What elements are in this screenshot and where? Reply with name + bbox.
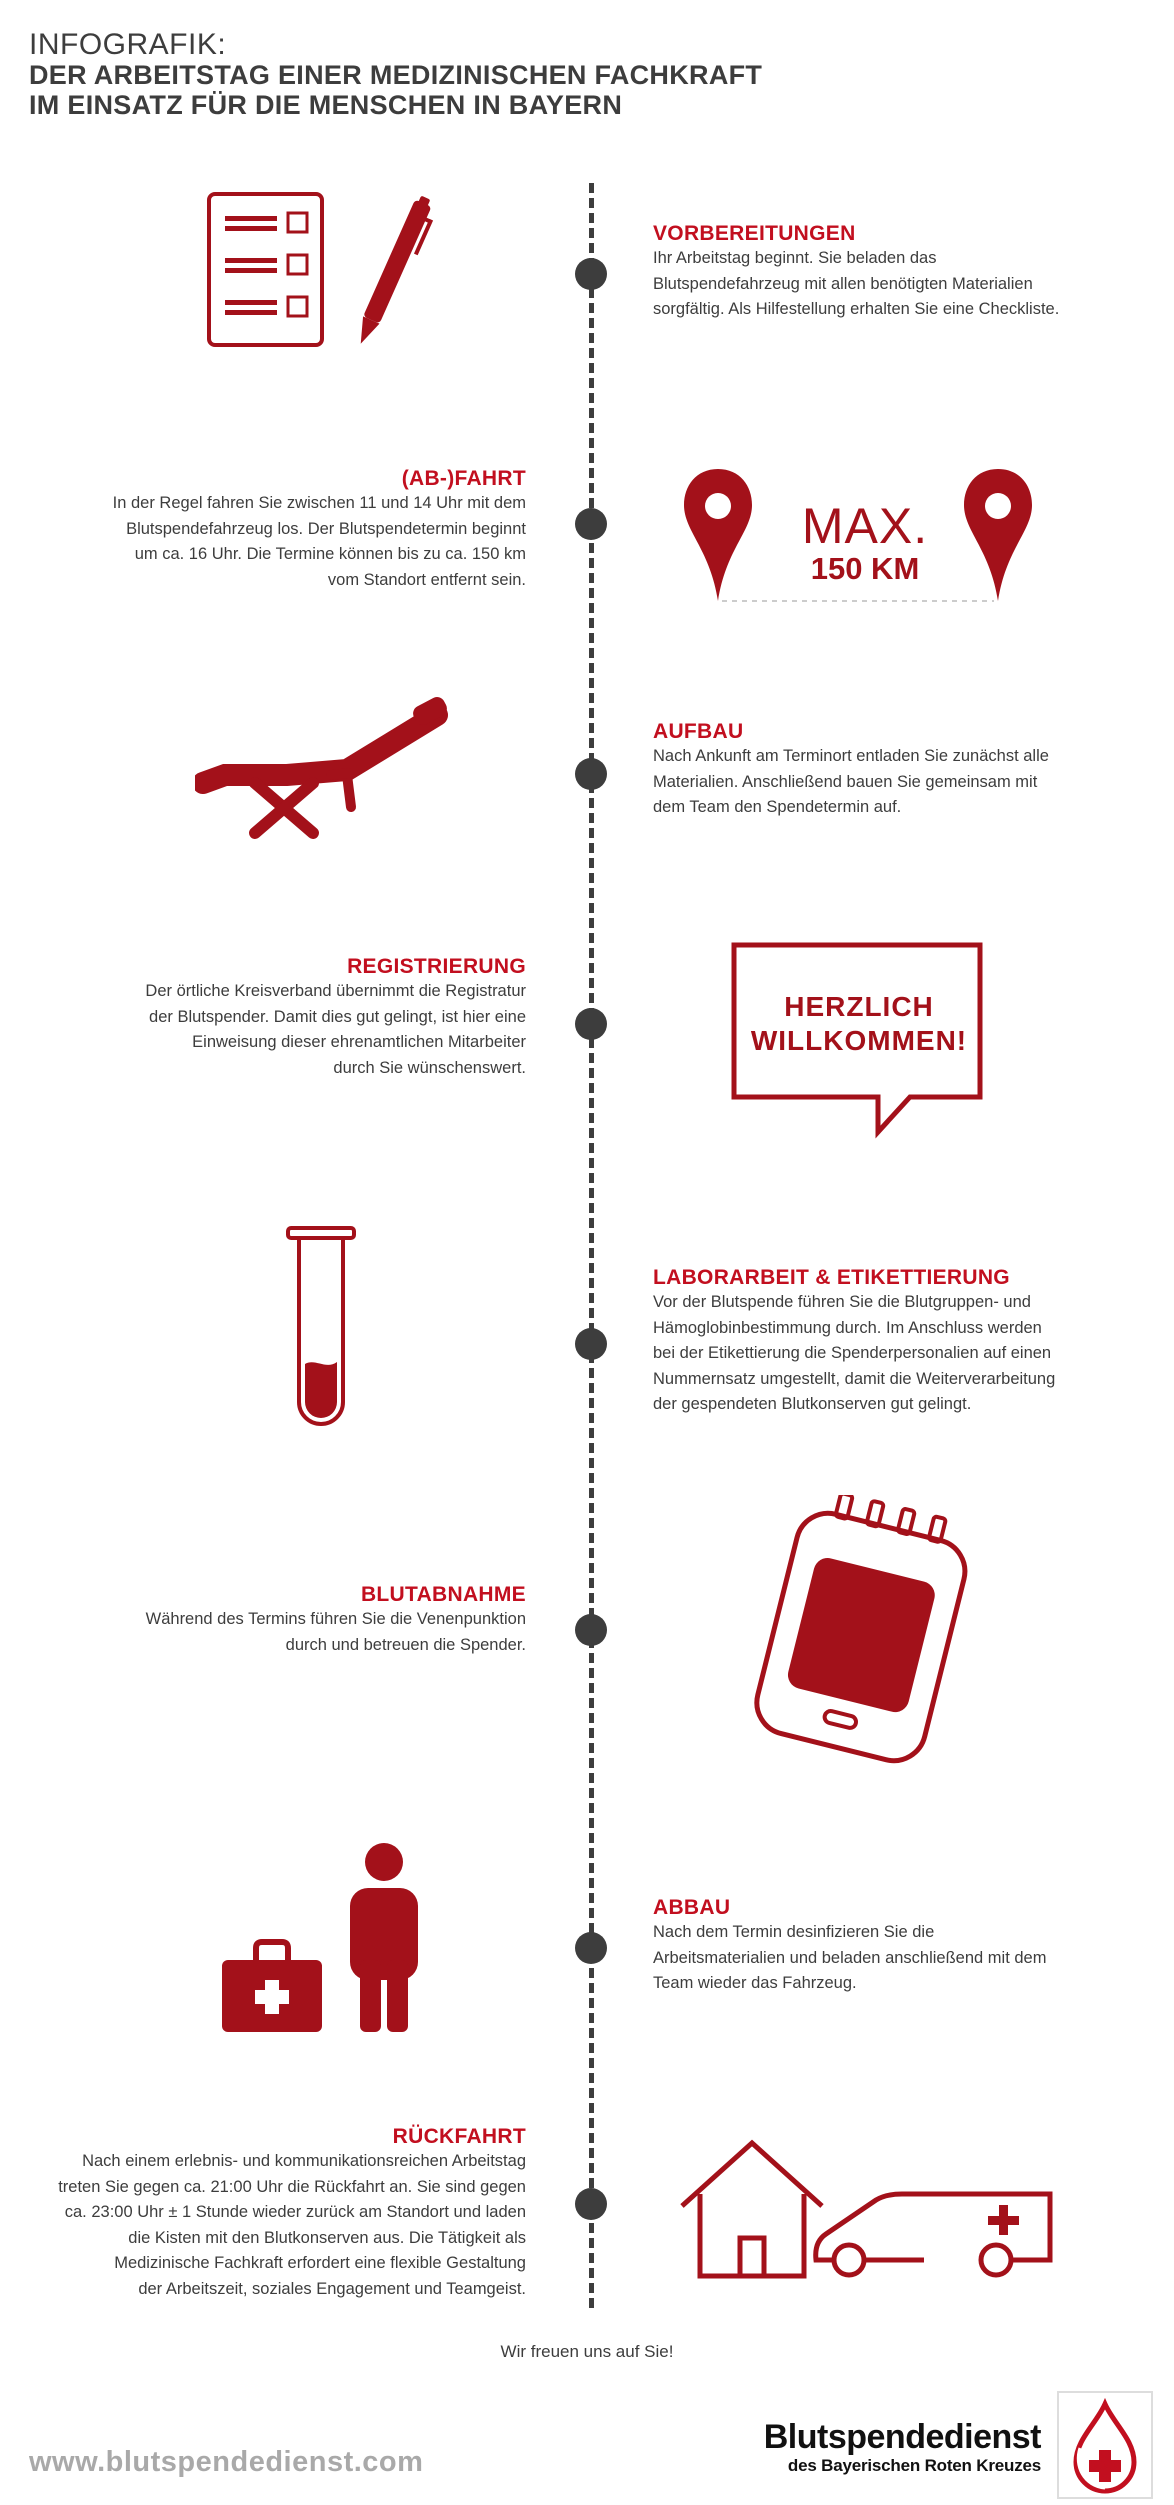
timeline-dot [575, 1932, 607, 1964]
timeline-dot [575, 258, 607, 290]
welcome-text [734, 990, 984, 1058]
kicker: INFOGRAFIK: [29, 28, 227, 61]
section-text: Während des Termins führen Sie die Venenpunktion durch und betreuen die Spender. [145, 1610, 526, 1654]
timeline-dot [575, 1328, 607, 1360]
section-title: ABBAU [653, 1896, 731, 1919]
brand-subtitle: des Bayerischen Roten Kreuzes [787, 2456, 1041, 2475]
blood-bag-icon [745, 1495, 985, 1780]
page-title-line2: IM EINSATZ FÜR DIE MENSCHEN IN BAYERN [29, 90, 623, 120]
section-title: REGISTRIERUNG [347, 955, 526, 978]
timeline-line [589, 183, 594, 2308]
donation-chair-icon [195, 695, 455, 845]
house-and-van-icon [678, 2138, 1058, 2283]
closing-message: Wir freuen uns auf Sie! [500, 2342, 674, 2361]
distance-value: 150 KM [810, 551, 920, 586]
section-text: Vor der Blutspende führen Sie die Blutgruppen- und Hämoglobinbestimmung durch. Im Anschluss werden bei der Etikettierung die Spenderpersonalien auf einen Nummernsatz umgestellt, damit die Weiterverarbeitung der gespendeten Blutkonserven gut gelingt. [653, 1293, 1056, 1413]
section-text: Nach Ankunft am Terminort entladen Sie zunächst alle Materialien. Anschließend bauen Sie gemeinsam mit dem Team den Spendetermin auf. [653, 747, 1049, 816]
timeline-dot [575, 758, 607, 790]
section-title: LABORARBEIT & ETIKETTIERUNG [653, 1266, 1010, 1289]
section-blutabnahme [26, 1583, 526, 1658]
brand-name: Blutspendedienst [763, 2418, 1041, 2456]
section-abfahrt [26, 467, 526, 593]
checklist-and-pen-icon [205, 188, 445, 368]
timeline-dot [575, 1008, 607, 1040]
section-text: In der Regel fahren Sie zwischen 11 und 14 Uhr mit dem Blutspendefahrzeug los. Der Blutspendetermin beginnt um ca. 16 Uhr. Die Termine können bis zu ca. 150 km vom Standort entfernt sein. [112, 494, 526, 589]
section-text: Nach dem Termin desinfizieren Sie die Arbeitsmaterialien und beladen anschließend mit dem Team wieder das Fahrzeug. [653, 1923, 1047, 1992]
welcome-line1: HERZLICH [784, 991, 934, 1022]
section-registrierung [26, 955, 526, 1081]
section-text: Nach einem erlebnis- und kommunikationsreichen Arbeitstag treten Sie gegen ca. 21:00 Uhr die Rückfahrt an. Sie sind gegen ca. 23:00 Uhr ± 1 Stunde wieder zurück am Standort und laden die Kisten mit den Blutkonserven aus. Die Tätigkeit als Medizinische Fachkraft erfordert eine flexible Gestaltung der Arbeitszeit, soziales Engagement und Teamgeist. [58, 2152, 526, 2298]
section-rueckfahrt [26, 2125, 526, 2302]
brand-wordmark [764, 2419, 1041, 2477]
timeline-dot [575, 2188, 607, 2220]
section-title: VORBEREITUNGEN [653, 222, 856, 245]
website-link[interactable]: www.blutspendedienst.com [29, 2446, 424, 2478]
distance-label [745, 500, 985, 586]
timeline-dot [575, 508, 607, 540]
section-abbau [653, 1896, 1093, 1997]
blood-drop-red-cross-icon [1056, 2390, 1154, 2502]
timeline-dot [575, 1614, 607, 1646]
section-title: AUFBAU [653, 720, 744, 743]
section-vorbereitungen [653, 222, 1093, 323]
page-title-line1: DER ARBEITSTAG EINER MEDIZINISCHEN FACHKRAFT [29, 60, 763, 90]
distance-prefix: MAX. [801, 498, 929, 554]
person-and-medkit-icon [220, 1840, 430, 2035]
section-title: BLUTABNAHME [360, 1583, 526, 1606]
section-title: (AB-)FAHRT [401, 467, 526, 490]
test-tube-icon [282, 1222, 362, 1442]
section-text: Der örtliche Kreisverband übernimmt die Registratur der Blutspender. Damit dies gut gelingt, ist hier eine Einweisung dieser ehrenamtlichen Mitarbeiter durch Sie wünschenswert. [145, 982, 526, 1077]
section-laborarbeit [653, 1266, 1093, 1418]
welcome-line2: WILLKOMMEN! [750, 1025, 968, 1056]
section-title: RÜCKFAHRT [392, 2125, 526, 2148]
section-aufbau [653, 720, 1093, 821]
section-text: Ihr Arbeitstag beginnt. Sie beladen das Blutspendefahrzeug mit allen benötigten Materialien sorgfältig. Als Hilfestellung erhalten Sie eine Checkliste. [653, 249, 1060, 318]
